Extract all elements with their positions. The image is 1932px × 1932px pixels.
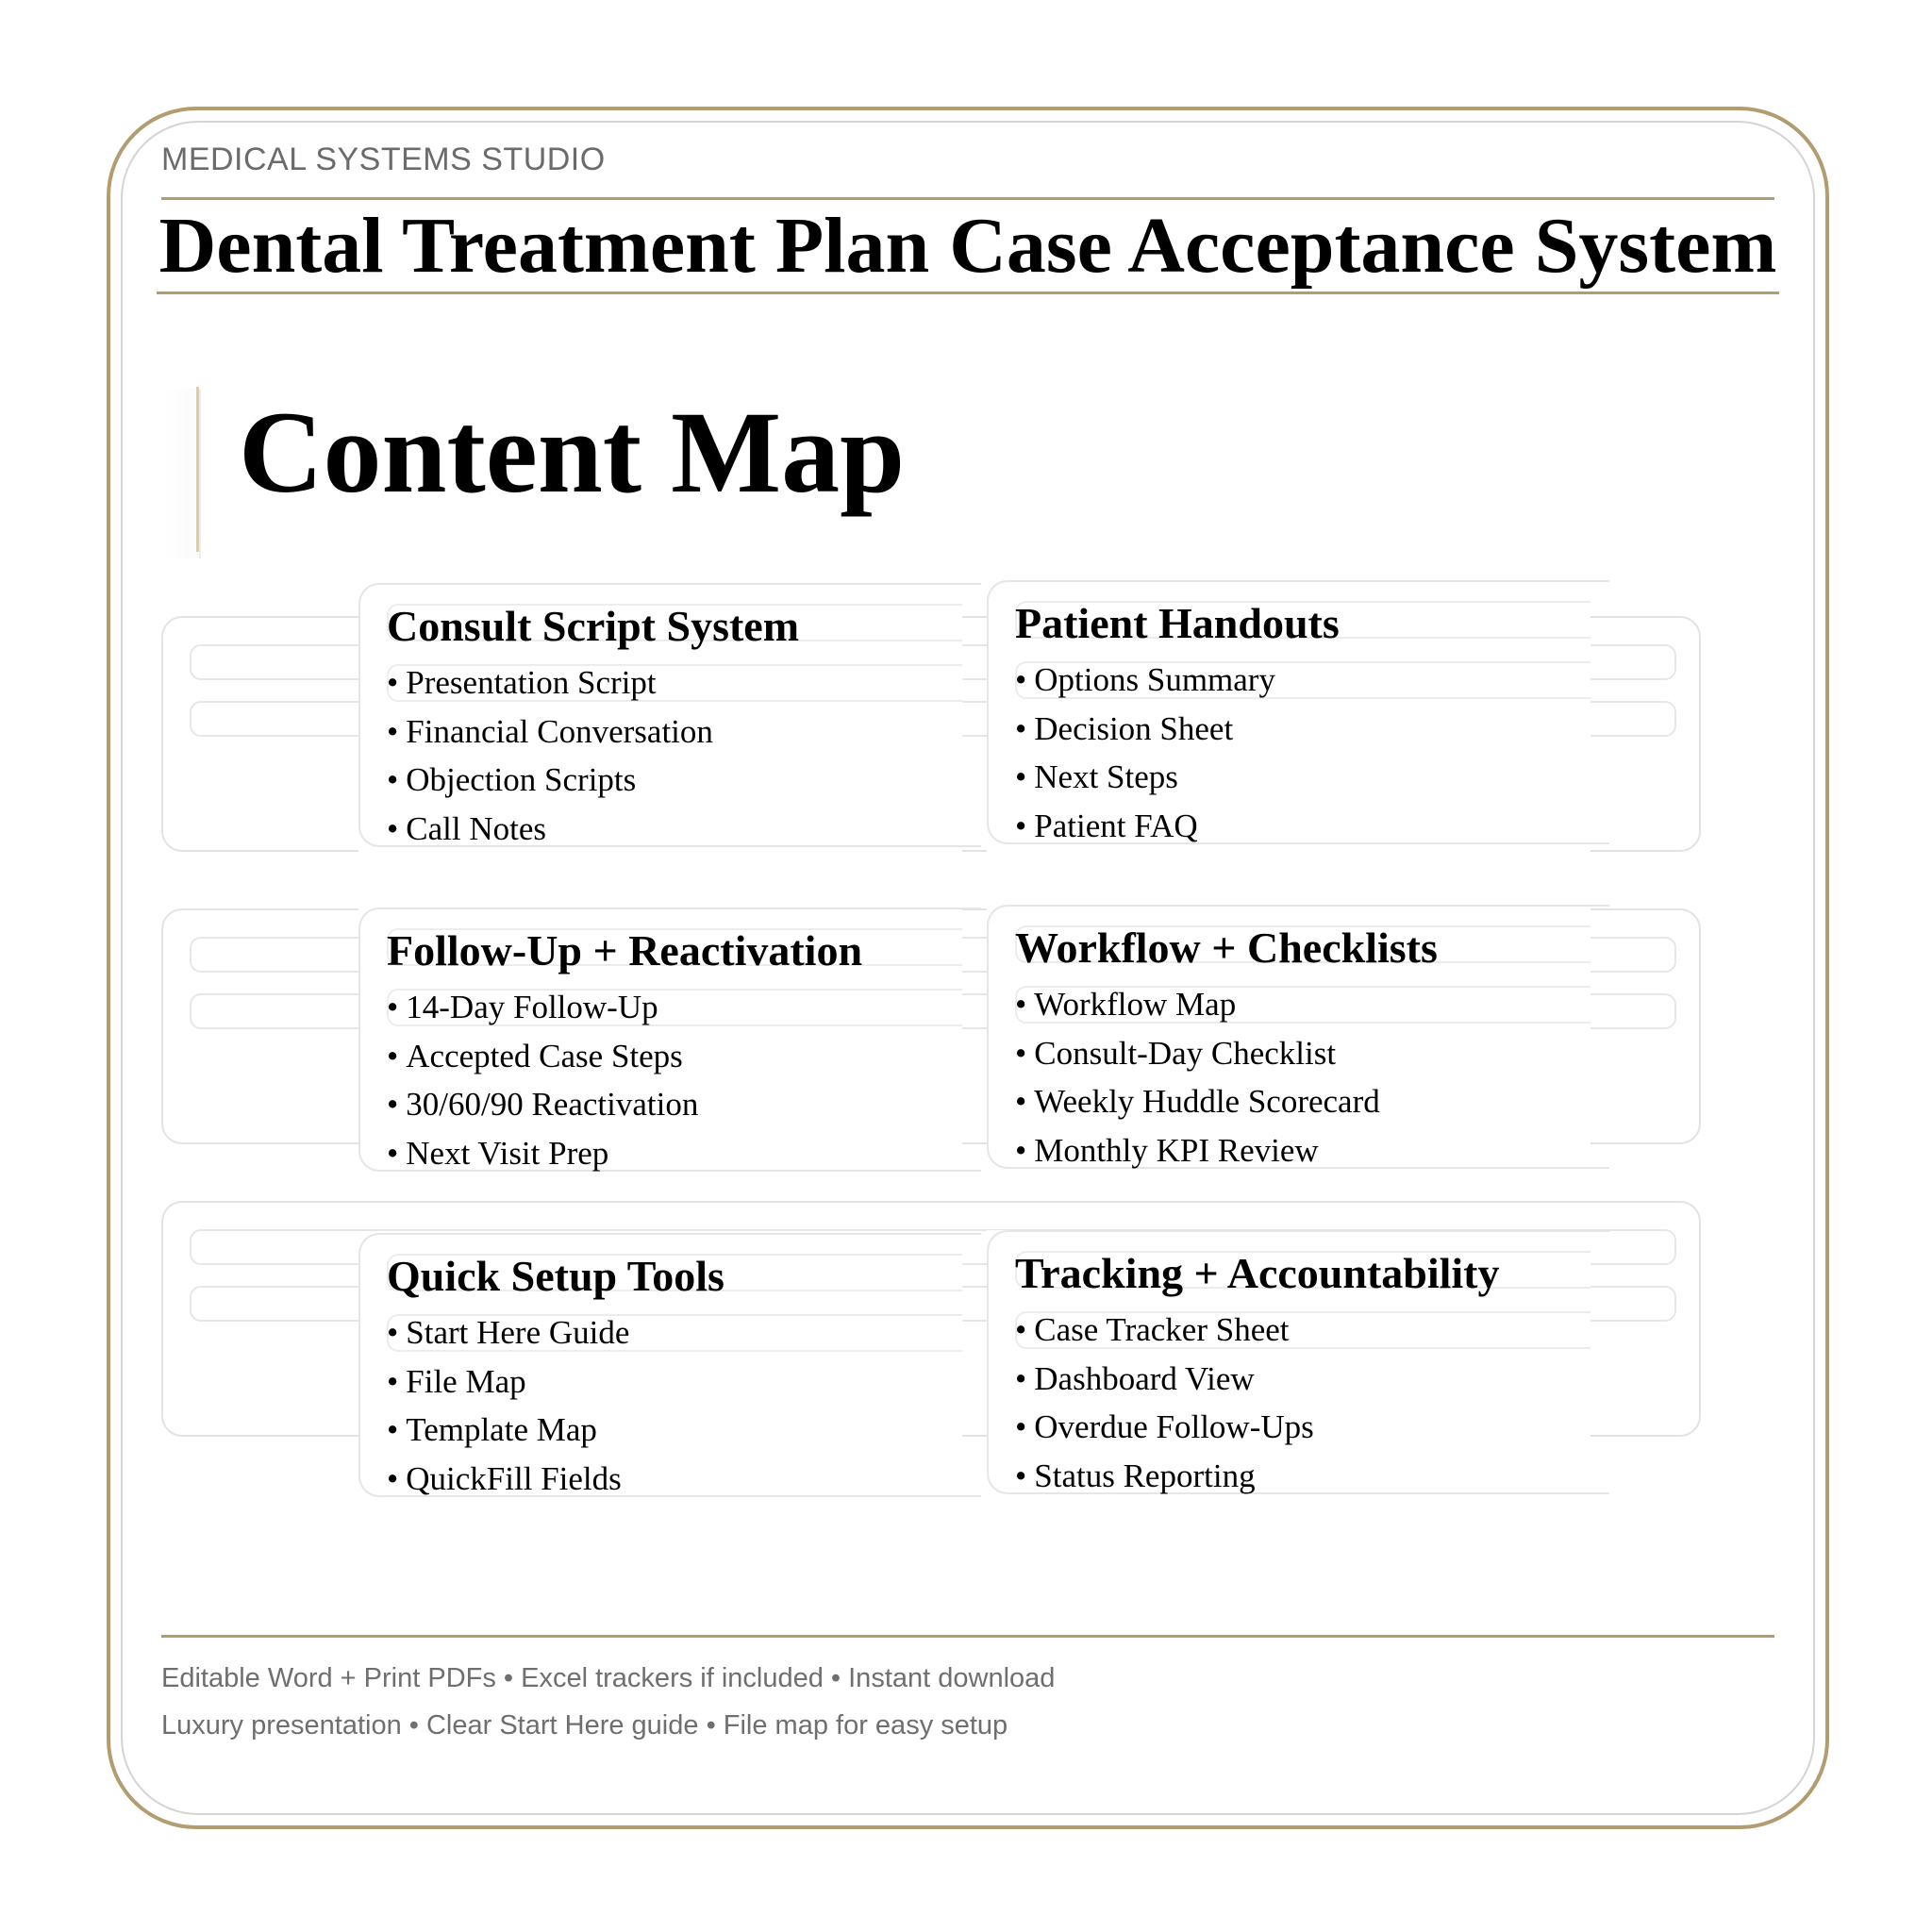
bullet-icon: • xyxy=(387,1086,399,1123)
list-item-label: Call Notes xyxy=(406,809,546,847)
list-item xyxy=(1015,1403,1314,1452)
list-item-label: Template Map xyxy=(406,1411,597,1448)
list-item-label: Consult-Day Checklist xyxy=(1034,1034,1337,1072)
title-bottom-rule xyxy=(157,291,1779,294)
list-item-label: QuickFill Fields xyxy=(406,1459,622,1497)
bullet-icon: • xyxy=(387,761,399,798)
list-item-label: 14-Day Follow-Up xyxy=(406,989,658,1025)
bullet-icon: • xyxy=(1015,709,1027,747)
bullet-icon: • xyxy=(1015,758,1027,795)
list-item-label: Dashboard View xyxy=(1034,1359,1255,1397)
bullet-icon: • xyxy=(387,1362,399,1400)
list-item-label: Presentation Script xyxy=(406,664,657,701)
list-item xyxy=(1015,1029,1380,1078)
bullet-icon: • xyxy=(1015,1034,1027,1072)
list-item xyxy=(387,1455,629,1504)
bullet-icon: • xyxy=(1015,807,1027,844)
list-item xyxy=(1015,980,1380,1029)
card-item-list xyxy=(387,658,713,853)
bullet-icon: • xyxy=(387,664,399,701)
list-item-label: 30/60/90 Reactivation xyxy=(406,1086,699,1123)
list-item xyxy=(1015,1126,1380,1175)
footer-rule xyxy=(161,1635,1774,1638)
list-item-label: Objection Scripts xyxy=(406,761,637,798)
list-item-label: Overdue Follow-Ups xyxy=(1034,1408,1314,1445)
list-item-label: Options Summary xyxy=(1034,661,1275,698)
bullet-icon: • xyxy=(387,1314,399,1351)
card-item-list xyxy=(387,983,698,1177)
bullet-icon: • xyxy=(387,809,399,847)
bullet-icon: • xyxy=(1015,1311,1027,1348)
card-item-list xyxy=(1015,980,1380,1174)
page-title: Dental Treatment Plan Case Acceptance System xyxy=(158,202,1777,290)
card-title: Consult Script System xyxy=(387,602,800,650)
bullet-icon: • xyxy=(387,712,399,750)
card-item-list xyxy=(387,1308,629,1503)
list-item xyxy=(1015,705,1275,754)
list-item xyxy=(387,756,713,805)
list-item xyxy=(387,1357,629,1407)
list-item-label: Decision Sheet xyxy=(1034,709,1234,747)
card-title: Workflow + Checklists xyxy=(1015,924,1438,972)
list-item xyxy=(387,1406,629,1455)
list-item-label: Monthly KPI Review xyxy=(1034,1131,1319,1169)
list-item xyxy=(387,708,713,757)
card-title: Tracking + Accountability xyxy=(1015,1249,1500,1297)
list-item xyxy=(387,983,698,1032)
list-item xyxy=(387,1129,698,1178)
list-item xyxy=(1015,656,1275,705)
list-item xyxy=(387,805,713,854)
list-item xyxy=(1015,1355,1314,1404)
title-top-rule xyxy=(161,197,1774,200)
footer-line-1: Editable Word + Print PDFs • Excel trackers if included • Instant download xyxy=(161,1663,1056,1693)
bullet-icon: • xyxy=(1015,986,1027,1023)
list-item xyxy=(1015,802,1275,851)
card-workflow-checklists xyxy=(987,905,1591,1188)
list-item-label: Start Here Guide xyxy=(406,1314,630,1351)
footer-line-2: Luxury presentation • Clear Start Here guide • File map for easy setup xyxy=(161,1710,1008,1740)
list-item xyxy=(1015,1077,1380,1126)
list-item xyxy=(1015,1452,1314,1501)
list-item xyxy=(387,1080,698,1129)
list-item-label: Case Tracker Sheet xyxy=(1034,1311,1290,1348)
list-item-label: Financial Conversation xyxy=(406,712,713,750)
list-item-label: Next Visit Prep xyxy=(406,1134,609,1172)
bullet-icon: • xyxy=(387,989,399,1025)
section-accent-panel xyxy=(161,389,201,558)
bullet-icon: • xyxy=(387,1411,399,1448)
card-quick-setup-tools xyxy=(358,1233,962,1516)
card-item-list xyxy=(1015,1306,1314,1500)
list-item-label: Weekly Huddle Scorecard xyxy=(1034,1083,1380,1120)
bullet-icon: • xyxy=(387,1134,399,1172)
bullet-icon: • xyxy=(1015,1408,1027,1445)
brand-label: MEDICAL SYSTEMS STUDIO xyxy=(161,142,606,177)
bullet-icon: • xyxy=(1015,1359,1027,1397)
section-title: Content Map xyxy=(239,388,906,517)
card-consult-script-system xyxy=(358,583,962,866)
card-patient-handouts xyxy=(987,580,1591,863)
list-item xyxy=(1015,1306,1314,1355)
bullet-icon: • xyxy=(1015,661,1027,698)
list-item xyxy=(387,1032,698,1081)
list-item-label: File Map xyxy=(406,1362,526,1400)
list-item xyxy=(387,658,713,708)
list-item-label: Next Steps xyxy=(1034,758,1178,795)
card-follow-up-reactivation xyxy=(358,908,962,1191)
card-title: Quick Setup Tools xyxy=(387,1252,724,1300)
list-item xyxy=(1015,753,1275,802)
bullet-icon: • xyxy=(1015,1083,1027,1120)
card-title: Patient Handouts xyxy=(1015,599,1340,647)
bullet-icon: • xyxy=(1015,1131,1027,1169)
bullet-icon: • xyxy=(1015,1457,1027,1494)
list-item-label: Patient FAQ xyxy=(1034,807,1198,844)
list-item-label: Accepted Case Steps xyxy=(406,1037,683,1074)
section-accent-bar xyxy=(196,387,199,552)
list-item-label: Workflow Map xyxy=(1034,986,1237,1023)
bullet-icon: • xyxy=(387,1037,399,1074)
bullet-icon: • xyxy=(387,1459,399,1497)
card-title: Follow-Up + Reactivation xyxy=(387,926,863,974)
card-item-list xyxy=(1015,656,1275,850)
list-item xyxy=(387,1308,629,1357)
list-item-label: Status Reporting xyxy=(1034,1457,1256,1494)
card-tracking-accountability xyxy=(987,1230,1591,1513)
